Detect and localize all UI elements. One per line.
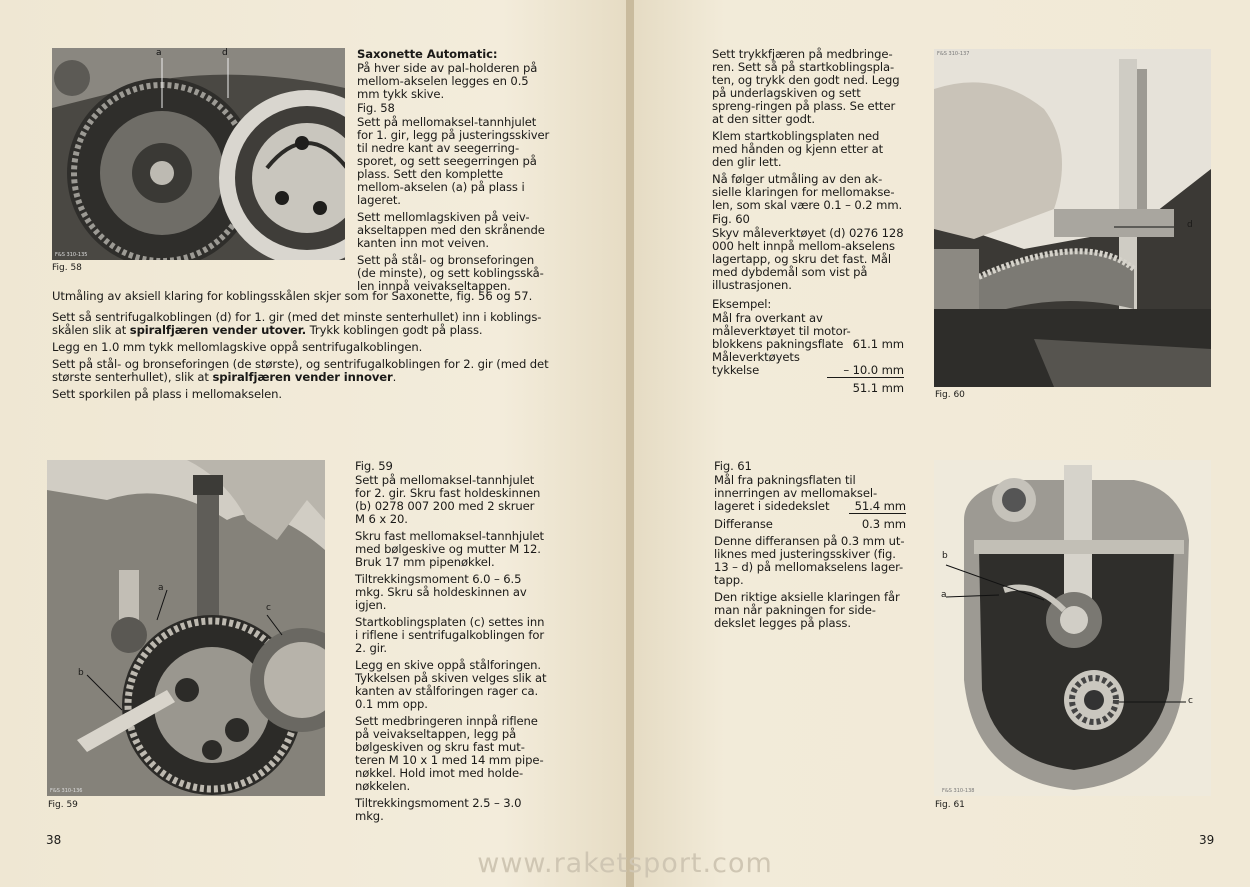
fig60-plate-id: F&S 310-137 [937,51,970,57]
right-para-3: Nå følger utmåling av den ak-sielle klaringen for mellomakse-len, som skal være 0.1 – 0.2 mm. [712,172,903,212]
fig60-photo [934,49,1211,387]
example-line-2: måleverktøyet til motor- [712,324,851,338]
fig61-value-2: 0.3 mm [861,517,906,531]
clutch-para-3: Legg en 1.0 mm tykk mellomlagskive oppå sentrifugalkoblingen. [52,340,423,354]
fig58-caption: Fig. 58 [52,263,82,273]
fig61-text-3: Denne differansen på 0.3 mm ut-liknes med justeringsskiver (fig. 13 – d) på mellomakselens lager-tapp. [714,534,905,587]
clutch-para-2b: spiralfjæren vender utover. [129,323,307,337]
fig59-label-b: b [78,668,84,678]
fig61-caption: Fig. 61 [935,800,965,810]
fig61-text-1: Fig. 61 [714,459,752,473]
saxonette-para-1: På hver side av pal-holderen på mellom-akselen legges en 0.5 mm tykk skive. [357,61,538,101]
example-line-1: Mål fra overkant av [712,311,823,325]
fig61-line-1: Mål fra pakningsflaten til [714,473,856,487]
saxonette-para-4: Sett mellomlagskiven på veiv-akseltappen med den skrånende kanten inn mot veiven. [357,210,545,250]
fig58-illustration [52,48,345,260]
saxonette-heading: Saxonette Automatic: [357,47,498,61]
page-number-left: 38 [46,833,62,847]
book-gutter [626,0,634,887]
clutch-para-2 [52,311,552,337]
example-value-2: – 10.0 mm [827,364,904,378]
right-para-2: Klem startkoblingsplaten ned med hånden og kjenn etter at den glir lett. [712,129,884,169]
clutch-para-4c: . [392,370,397,384]
fig59-illustration [47,460,325,796]
clutch-para-4 [52,358,552,384]
watermark: www.raketsport.com [477,848,773,879]
example-row-2 [712,364,904,378]
clutch-para-5: Sett sporkilen på plass i mellomakselen. [52,387,282,401]
fig59-text-8: Tiltrekkingsmoment 2.5 – 3.0 mkg. [355,796,522,823]
fig58-label-a: a [156,48,162,58]
fig60-label-d: d [1187,220,1193,230]
fig59-text-block [355,460,547,827]
clutch-block [52,290,552,405]
right-para-5: Skyv måleverktøyet (d) 0276 128 000 helt innpå mellom-akselens lagertapp, og skru det fast. Mål med dybdemål som vist på illustrasjonen. [712,226,904,292]
fig61-text-4: Den riktige aksielle klaringen får man når pakningen for side-dekslet legges på plass. [714,590,900,630]
fig59-photo [47,460,325,796]
saxonette-para-5: Sett på stål- og bronseforingen (de minste), og sett koblingsskå-len innpå veivakseltappen. [357,253,544,293]
fig58-plate-id: F&S 310-135 [55,252,88,258]
fig61-plate-id: F&S 310-138 [942,788,975,794]
fig61-illustration [934,460,1211,796]
fig61-row-2 [714,518,906,531]
fig59-plate-id: F&S 310-136 [50,788,83,794]
fig60-caption: Fig. 60 [935,390,965,400]
clutch-para-1: Utmåling av aksiell klaring for koblingsskålen skjer som for Saxonette, fig. 56 og 57. [52,289,533,303]
fig59-text-6: Legg en skive oppå stålforingen. Tykkelsen på skiven velges slik at kanten av stålforingen rager ca. 0.1 mm opp. [355,658,547,711]
fig61-label-c: c [1188,696,1193,706]
example-line-4: Måleverktøyets [712,350,800,364]
saxonette-para-2: Fig. 58 [357,101,395,115]
clutch-para-2c: Trykk koblingen godt på plass. [309,323,483,337]
example-line-5: tykkelse [712,363,760,377]
example-value-3: 51.1 mm [852,381,904,395]
fig59-text-5: Startkoblingsplaten (c) settes inn i riflene i sentrifugalkoblingen for 2. gir. [355,615,545,655]
fig60-illustration [934,49,1211,387]
saxonette-para-3: Sett på mellomaksel-tannhjulet for 1. gir, legg på justeringsskiver til nedre kant av seegerring-sporet, og sett seegerringen på plass. Sett den komplette mellom-akselen (a) på plass i lageret. [357,115,550,207]
fig59-text-4: Tiltrekkingsmoment 6.0 – 6.5 mkg. Skru så holdeskinnen av igjen. [355,572,527,612]
example-value-1: 61.1 mm [852,337,904,351]
fig59-label-c: c [266,603,271,613]
fig61-line-2: innerringen av mellomaksel- [714,486,878,500]
clutch-para-4b: spiralfjæren vender innover [212,370,393,384]
fig58-photo [52,48,345,260]
fig58-label-d: d [222,48,228,58]
right-para-1: Sett trykkfjæren på medbringe-ren. Sett så på startkoblingspla-ten, og trykk den godt ned. Legg på underlagskiven og sett spreng-ringen på plass. Se etter at den sitter godt. [712,47,900,126]
example-title: Eksempel: [712,297,772,311]
fig59-label-a: a [158,583,164,593]
fig61-text-block [714,460,906,634]
example-line-3: blokkens pakningsflate [712,337,844,351]
clutch-para-4a: Sett på stål- og bronseforingen (de største), og sentrifugalkoblingen for 2. gir (med det største senterhullet), slik at [52,357,549,384]
fig61-line-3: lageret i sidedekslet [714,499,830,513]
right-top-block [712,48,904,395]
fig61-photo [934,460,1211,796]
fig59-caption: Fig. 59 [48,800,78,810]
fig61-label-b: b [942,551,948,561]
fig59-text-7: Sett medbringeren innpå riflene på veivakseltappen, legg på bølgeskiven og skru fast mut-teren M 10 x 1 med 14 mm pipe-nøkkel. Hold imot med holde-nøkkelen. [355,714,544,793]
clutch-para-2a: Sett så sentrifugalkoblingen (d) for 1. gir (med det minste senterhullet) inn i koblings-skålen slik at [52,310,542,337]
fig61-line-4: Differanse [714,517,773,531]
fig61-value-1: 51.4 mm [849,500,906,514]
fig61-row-1 [714,500,906,514]
page-number-right: 39 [1199,833,1215,847]
fig59-text-2: Sett på mellomaksel-tannhjulet for 2. gir. Skru fast holdeskinnen (b) 0278 007 200 med 2 skruer M 6 x 20. [355,473,541,526]
fig59-text-3: Skru fast mellomaksel-tannhjulet med bølgeskive og mutter M 12. Bruk 17 mm pipenøkkel. [355,529,544,569]
example-row-3 [712,382,904,395]
right-para-4: Fig. 60 [712,212,750,226]
fig59-text-1: Fig. 59 [355,459,393,473]
fig61-label-a: a [941,590,947,600]
saxonette-block [357,48,550,297]
